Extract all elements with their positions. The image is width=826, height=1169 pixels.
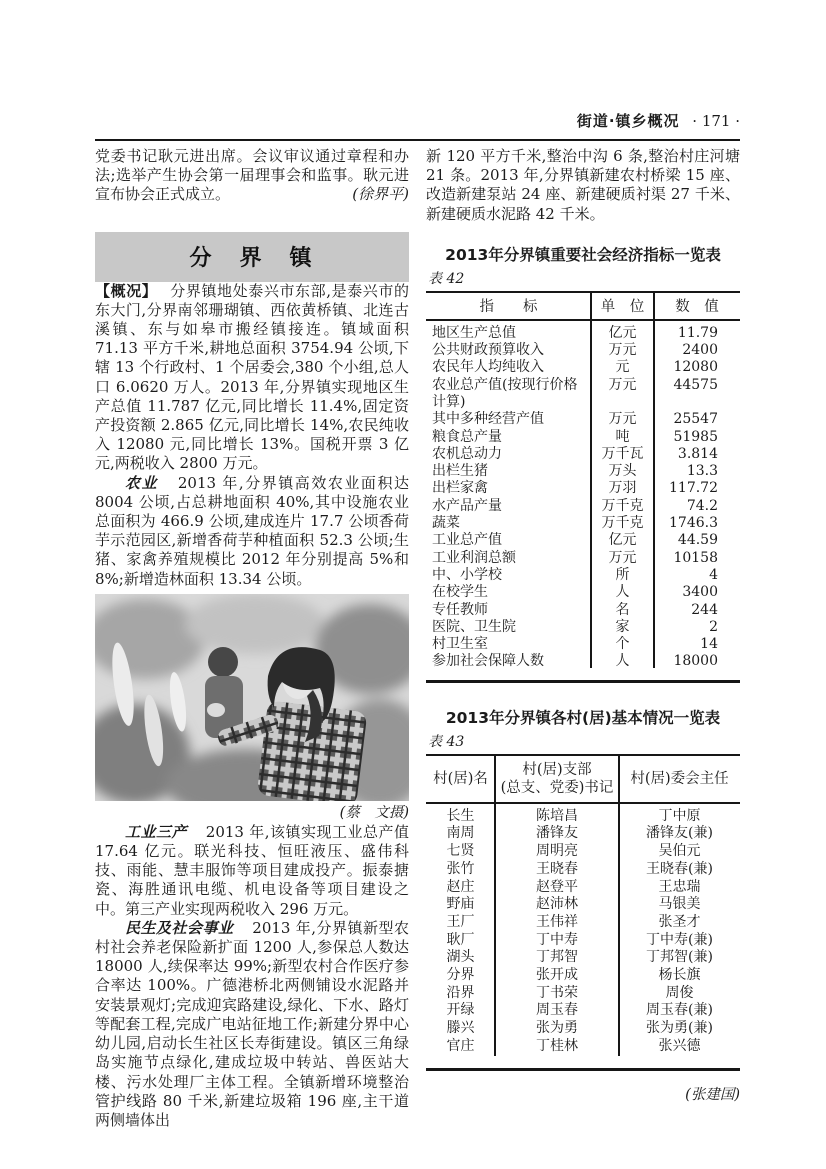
- indicator-cell: 其中多种经营产值: [432, 411, 544, 428]
- indicator-cell: 村卫生室: [432, 636, 488, 653]
- table42-row: [426, 515, 740, 532]
- page-number: · 171 ·: [692, 112, 740, 130]
- table42-row: [426, 359, 740, 376]
- table43-label: 表 43: [428, 733, 465, 750]
- secretary-cell: 丁桂林: [536, 1037, 578, 1054]
- table42-header-row: [426, 293, 740, 321]
- table42-row: [426, 429, 740, 446]
- value-cell: 117.72: [669, 480, 718, 497]
- table43-row: [426, 949, 740, 967]
- director-cell: 杨长旗: [658, 967, 701, 984]
- unit-cell: 名: [615, 601, 630, 618]
- indicator-cell: 参加社会保障人数: [432, 653, 544, 670]
- indicator-cell: 专任教师: [432, 601, 488, 618]
- indicator-cell: 中、小学校: [432, 566, 502, 583]
- village-cell: 张竹: [446, 860, 475, 877]
- village-cell: 南周: [446, 825, 475, 842]
- unit-cell: 吨: [615, 428, 630, 445]
- indicator-cell: 农业总产值(按现行价格计算): [432, 376, 578, 410]
- table42-column-divider-2: [653, 293, 655, 668]
- industry-paragraph: [95, 823, 409, 919]
- unit-cell: 万元: [608, 342, 637, 359]
- table42-header-value: 数 值: [675, 298, 719, 315]
- table43-column-divider-1: [494, 756, 496, 1056]
- table42-title: 2013年分界镇重要社会经济指标一览表: [445, 245, 721, 264]
- running-head-section: 街道·镇乡概况: [576, 112, 680, 130]
- director-cell: 吴伯元: [658, 843, 701, 860]
- village-cell: 长生: [446, 807, 475, 824]
- table43-row: [426, 1002, 740, 1020]
- table43-row: [426, 1038, 740, 1056]
- table43-row: [426, 843, 740, 861]
- village-cell: 王厂: [446, 913, 475, 930]
- village-cell: 湖头: [446, 949, 475, 966]
- section-title: 分 界 镇: [189, 246, 315, 272]
- table43-header-village: 村(居)名: [433, 770, 488, 787]
- table43-header-row: [426, 756, 740, 804]
- secretary-cell: 潘锋友: [536, 825, 578, 842]
- secretary-cell: 赵沛林: [536, 896, 578, 913]
- unit-cell: 万千瓦: [601, 445, 644, 462]
- village-cell: 滕兴: [446, 1020, 475, 1037]
- value-cell: 3.814: [677, 445, 718, 462]
- table43-column-divider-2: [618, 756, 620, 1056]
- director-cell: 王忠瑞: [658, 878, 701, 895]
- indicator-cell: 医院、卫生院: [432, 618, 516, 635]
- village-cell: 分界: [446, 967, 475, 984]
- village-cell: 野庙: [446, 896, 475, 913]
- table43-header-secretary-line1: 村(居)支部: [522, 761, 592, 778]
- table42-row: [426, 619, 740, 636]
- table42-label: 表 42: [428, 270, 465, 287]
- byline-zhangjianguo: (张建国): [685, 1086, 740, 1103]
- indicator-cell: 出栏家禽: [432, 480, 488, 497]
- table43-title: 2013年分界镇各村(居)基本情况一览表: [445, 708, 721, 727]
- photo-illustration: [95, 594, 409, 801]
- director-cell: 丁中原: [658, 807, 701, 824]
- value-cell: 1746.3: [669, 515, 718, 532]
- value-cell: 12080: [673, 359, 718, 376]
- value-cell: 10158: [673, 549, 718, 566]
- unit-cell: 万头: [608, 463, 637, 480]
- unit-cell: 人: [615, 584, 630, 601]
- overview-label: 【概况】: [95, 281, 158, 300]
- director-cell: 丁邦智(兼): [646, 949, 713, 966]
- director-cell: 马银美: [658, 896, 701, 913]
- table42-row: [426, 602, 740, 619]
- value-cell: 13.3: [686, 463, 718, 480]
- village-cell: 官庄: [446, 1037, 475, 1054]
- table42-row: [426, 498, 740, 515]
- secretary-cell: 丁中寿: [536, 931, 578, 948]
- secretary-cell: 张开成: [536, 967, 578, 984]
- table43-row: [426, 825, 740, 843]
- table42-row: [426, 636, 740, 653]
- table43-row: [426, 808, 740, 826]
- carryover-text: 党委书记耿元进出席。会议审议通过章程和办法;选举产生协会第一届理事会和监事。耿元进宣布协会正式成立。: [95, 147, 409, 204]
- unit-cell: 人: [615, 653, 630, 670]
- header-rule: [95, 139, 740, 141]
- director-cell: 潘锋友(兼): [646, 825, 713, 842]
- value-cell: 11.79: [677, 324, 718, 341]
- secretary-cell: 丁书荣: [536, 984, 578, 1001]
- table43-row: [426, 967, 740, 985]
- livelihood-lead: 民生及社会事业: [125, 918, 234, 937]
- overview-text: 分界镇地处泰兴市东部,是泰兴市的东大门,分界南邻珊瑚镇、西依黄桥镇、北连古溪镇、东与如皋市搬经镇接连。镇域面积 71.13 平方千米,耕地总面积 3754.94 公顷,下辖 13 个行政村、1 个居委会,380 个小组,总人口 6.0620 万人。2013 年,分界镇实现地区生产总值 11.787 亿元,同比增长 11.4%,固定资产投资额 2.865 亿元,同比增长 14%,农民纯收入 12080 元,同比增长 13%。国税开票 3 亿元,两税收入 2800 万元。: [95, 281, 409, 473]
- table42-row: [426, 480, 740, 497]
- director-cell: 张兴德: [658, 1037, 701, 1054]
- indicator-cell: 工业总产值: [432, 532, 502, 549]
- indicator-cell: 公共财政预算收入: [432, 342, 544, 359]
- agriculture-paragraph: [95, 474, 409, 589]
- table43-row: [426, 861, 740, 879]
- livelihood-text: 2013 年,分界镇新型农村社会养老保险新扩面 1200 人,参保总人数达 18000 人,续保率达 99%;新型农村合作医疗参合率达 100%。广德港桥北两侧铺设水泥路并安装景观灯;完成迎宾路建设,绿化、下水、路灯等配套工程,完成广电站征地工作;新建分界中心幼儿园,启动长生社区长寿街建设。镇区三角绿岛实施节点绿化,建成垃圾中转站、兽医站大楼、污水处理厂主体工程。全镇新增环境整治管护线路 80 千米,新建垃圾箱 196 座,主干道两侧墙体出: [95, 918, 409, 1129]
- indicator-cell: 在校学生: [432, 584, 488, 601]
- unit-cell: 万元: [608, 549, 637, 566]
- table42-header-unit: 单 位: [600, 298, 645, 315]
- value-cell: 74.2: [686, 497, 718, 514]
- indicator-cell: 水产品产量: [432, 497, 502, 514]
- village-cell: 赵庄: [446, 878, 475, 895]
- agriculture-text: 2013 年,分界镇高效农业面积达 8004 公顷,占总耕地面积 40%,其中设施农业总面积为 466.9 公顷,建成连片 17.7 公顷香荷芋示范园区,新增香荷芋种植面积 52.3 公顷;生猪、家禽养殖规模比 2012 年分别提高 5%和 8%;新增造林面积 13.34 公顷。: [95, 473, 409, 588]
- carryover-paragraph-right: 新 120 平方千米,整治中沟 6 条,整治村庄河塘 21 条。2013 年,分界镇新建农村桥梁 15 座、改造新建泵站 24 座、新建硬质衬渠 27 千米、新建硬质水泥路 42 千米。: [426, 147, 740, 223]
- byline-xujieping: (徐界平): [352, 185, 409, 204]
- value-cell: 51985: [673, 428, 718, 445]
- table42-row: [426, 377, 740, 412]
- director-cell: 张为勇(兼): [646, 1020, 713, 1037]
- table42-column-divider-1: [590, 293, 592, 668]
- indicator-cell: 农机总动力: [432, 445, 502, 462]
- unit-cell: 所: [615, 566, 630, 583]
- table42-row: [426, 584, 740, 601]
- photo-harvest-scene: [95, 594, 409, 801]
- indicator-cell: 出栏生猪: [432, 463, 488, 480]
- value-cell: 2: [709, 618, 718, 635]
- village-cell: 开绿: [446, 1002, 475, 1019]
- table42-row: [426, 411, 740, 428]
- table42-row: [426, 446, 740, 463]
- overview-paragraph: [95, 282, 409, 474]
- left-column: [95, 147, 409, 1130]
- indicator-cell: 蔬菜: [432, 515, 460, 532]
- right-column: [426, 147, 740, 1104]
- director-cell: 周俊: [665, 984, 694, 1001]
- livelihood-paragraph: [95, 919, 409, 1130]
- section-title-box: [95, 232, 409, 282]
- director-cell: 王晓春(兼): [646, 860, 713, 877]
- table43-header-secretary: [495, 761, 619, 797]
- table42-row: [426, 550, 740, 567]
- director-cell: 周玉春(兼): [646, 1002, 713, 1019]
- village-cell: 七贤: [446, 843, 475, 860]
- value-cell: 2400: [682, 342, 718, 359]
- secretary-cell: 张为勇: [536, 1020, 578, 1037]
- unit-cell: 万羽: [608, 480, 637, 497]
- industry-lead: 工业三产: [125, 822, 187, 841]
- indicator-cell: 工业利润总额: [432, 549, 516, 566]
- village-cell: 耿厂: [446, 931, 475, 948]
- value-cell: 18000: [673, 653, 718, 670]
- table42-row: [426, 567, 740, 584]
- table42-header-indicator: 指 标: [479, 298, 538, 315]
- value-cell: 244: [691, 601, 718, 618]
- value-cell: 3400: [682, 584, 718, 601]
- indicator-cell: 农民年人均纯收入: [432, 359, 544, 376]
- table43-row: [426, 932, 740, 950]
- table43-row: [426, 985, 740, 1003]
- secretary-cell: 周玉春: [536, 1002, 578, 1019]
- secretary-cell: 丁邦智: [536, 949, 578, 966]
- unit-cell: 万千克: [601, 515, 644, 532]
- industry-text: 2013 年,该镇实现工业总产值 17.64 亿元。联光科技、恒旺液压、盛伟科技、雨能、慧丰服饰等项目建成投产。振泰搪瓷、海胜通讯电缆、机电设备等项目建设之中。第三产业实现两税收入 296 万元。: [95, 822, 409, 918]
- director-cell: 张圣才: [658, 913, 701, 930]
- table42: [426, 291, 740, 683]
- table43-row: [426, 914, 740, 932]
- value-cell: 44.59: [677, 532, 718, 549]
- table42-row: [426, 342, 740, 359]
- secretary-cell: 王伟祥: [536, 913, 578, 930]
- secretary-cell: 周明亮: [536, 843, 578, 860]
- secretary-cell: 陈培昌: [536, 807, 578, 824]
- indicator-cell: 地区生产总值: [432, 324, 516, 341]
- table42-row: [426, 532, 740, 549]
- value-cell: 44575: [673, 376, 718, 393]
- unit-cell: 个: [615, 636, 630, 653]
- table43-row: [426, 896, 740, 914]
- secretary-cell: 赵登平: [536, 878, 578, 895]
- unit-cell: 亿元: [608, 324, 637, 341]
- unit-cell: 家: [615, 618, 630, 635]
- photo-caption: (蔡 文摄): [339, 804, 409, 821]
- running-head: [577, 110, 740, 131]
- unit-cell: 万元: [608, 376, 637, 393]
- table43-body: [426, 804, 740, 1068]
- unit-cell: 万千克: [601, 497, 644, 514]
- table43-row: [426, 879, 740, 897]
- table42-body: [426, 321, 740, 680]
- table42-row: [426, 325, 740, 342]
- table43-row: [426, 1020, 740, 1038]
- unit-cell: 万元: [608, 411, 637, 428]
- carryover-paragraph: [95, 147, 409, 205]
- value-cell: 25547: [673, 411, 718, 428]
- unit-cell: 亿元: [608, 532, 637, 549]
- unit-cell: 元: [615, 359, 630, 376]
- table43-header-secretary-line2: (总支、党委)书记: [500, 779, 614, 796]
- table43-header-director: 村(居)委会主任: [630, 770, 729, 787]
- value-cell: 4: [709, 566, 718, 583]
- table43: [426, 754, 740, 1071]
- secretary-cell: 王晓春: [536, 860, 578, 877]
- table42-row: [426, 653, 740, 670]
- indicator-cell: 粮食总产量: [432, 428, 502, 445]
- table42-row: [426, 463, 740, 480]
- agriculture-lead: 农业: [125, 473, 159, 492]
- value-cell: 14: [700, 636, 718, 653]
- director-cell: 丁中寿(兼): [646, 931, 713, 948]
- village-cell: 沿界: [446, 984, 475, 1001]
